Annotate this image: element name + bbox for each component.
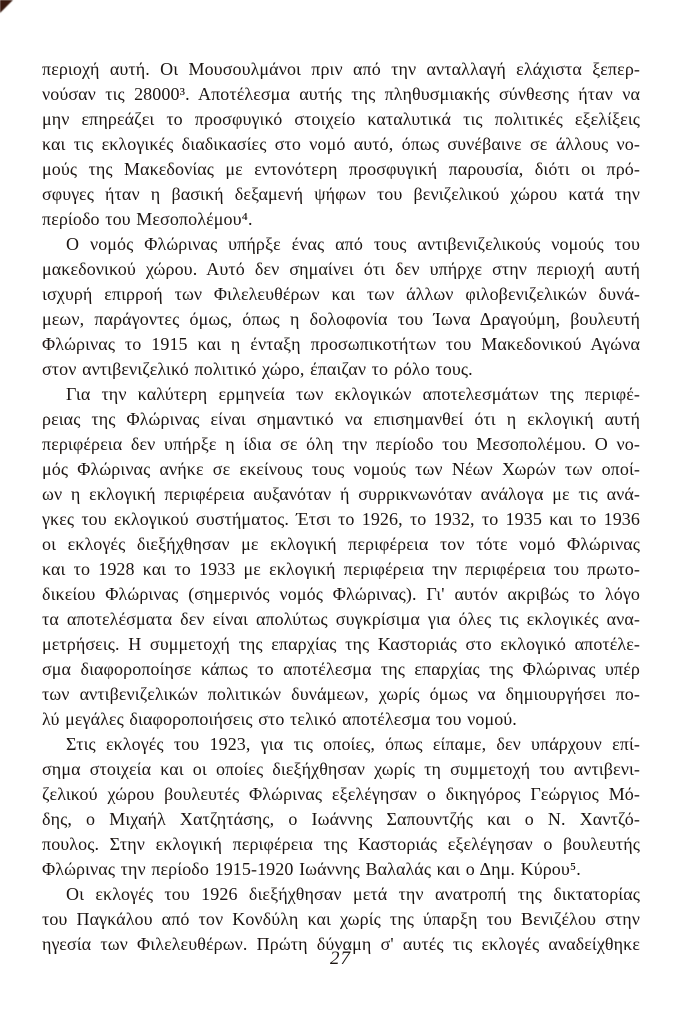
text-line: περιοχή αυτή. Οι Μουσουλμάνοι πριν από την ανταλλαγή ελάχιστα ξεπερ- [42, 59, 640, 79]
text-line: μεων, παράγοντες όμως, όπως η δολοφονία του Ίωνα Δραγούμη, βουλευτή [42, 309, 640, 329]
text-line: περιφέρεια δεν υπήρξε η ίδια σε όλη την περίοδο του Μεσοπολέμου. Ο νο- [42, 434, 640, 454]
text-line: ων η εκλογική περιφέρεια αυξανόταν ή συρρικνωνόταν ανάλογα με τις ανά- [42, 484, 640, 504]
text-line: μός Φλώρινας ανήκε σε εκείνους τους νομούς των Νέων Χωρών των οποί- [42, 459, 640, 479]
text-line: μην επηρεάζει το προσφυγικό στοιχείο καταλυτικά τις πολιτικές εξελίξεις [42, 109, 640, 129]
text-line: Φλώρινας την περίοδο 1915-1920 Ιωάννης Βαλαλάς και ο Δημ. Κύρου⁵. [42, 859, 581, 879]
text-line: ρειας της Φλώρινας είναι σημαντικό να επισημανθεί ότι η εκλογική αυτή [42, 409, 640, 429]
text-line: γκες του εκλογικού συστήματος. Έτσι το 1926, το 1932, το 1935 και το 1936 [42, 509, 640, 529]
text-line: οι εκλογές διεξήχθησαν με εκλογική περιφέρεια τον τότε νομό Φλώρινας [42, 534, 640, 554]
text-line: μούς της Μακεδονίας με εντονότερη προσφυγική παρουσία, διότι οι πρό- [42, 159, 640, 179]
paragraph [42, 882, 640, 957]
text-line: Φλώρινας το 1915 και η ένταξη προσωπικοτήτων του Μακεδονικού Αγώνα [42, 334, 640, 354]
text-line: δικείου Φλώρινας (σημερινός νομός Φλώρινας). Γι' αυτόν ακριβώς το λόγο [42, 584, 640, 604]
page-number: 27 [330, 948, 351, 969]
text-line: νούσαν τις 28000³. Αποτέλεσμα αυτής της πληθυσμιακής σύνθεσης ήταν να [42, 84, 640, 104]
text-line: Ο νομός Φλώρινας υπήρξε ένας από τους αντιβενιζελικούς νομούς του [66, 234, 640, 254]
text-line: του Παγκάλου από τον Κονδύλη και χωρίς της ύπαρξη του Βενιζέλου στην [42, 909, 640, 929]
text-line: μετρήσεις. Η συμμετοχή της επαρχίας της Καστοριάς στο εκλογικό αποτέλε- [42, 634, 640, 654]
text-line: στον αντιβενιζελικό πολιτικό χώρο, έπαιζαν το ρόλο τους. [42, 359, 473, 379]
text-line: των αντιβενιζελικών πολιτικών δυνάμεων, χωρίς όμως να δημιουργήσει πο- [42, 684, 640, 704]
text-line: σμα διαφοροποίησε κάπως το αποτέλεσμα της επαρχίας της Φλώρινας υπέρ [42, 659, 640, 679]
text-line: και τις εκλογικές διαδικασίες στο νομό αυτό, όπως συνέβαινε σε άλλους νο- [42, 134, 640, 154]
paragraph [42, 57, 640, 232]
paragraph [42, 732, 640, 882]
paragraph [42, 232, 640, 382]
text-line: περίοδο του Μεσοπολέμου⁴. [42, 209, 253, 229]
page-corner-fold-icon [0, 0, 13, 13]
text-line: μακεδονικού χώρου. Αυτό δεν σημαίνει ότι δεν υπήρχε στην περιοχή αυτή [42, 259, 640, 279]
text-line: Οι εκλογές του 1926 διεξήχθησαν μετά την ανατροπή της δικτατορίας [66, 884, 640, 904]
paragraph [42, 382, 640, 732]
text-line: σημα στοιχεία και οι οποίες διεξήχθησαν χωρίς τη συμμετοχή του αντιβενι- [42, 759, 640, 779]
text-line: ισχυρή επιρροή των Φιλελευθέρων και των άλλων φιλοβενιζελικών δυνά- [42, 284, 640, 304]
text-line: ηγεσία των Φιλελευθέρων. Πρώτη δύναμη σ' αυτές τις εκλογές αναδείχθηκε [42, 934, 640, 954]
text-line: Στις εκλογές του 1923, για τις οποίες, όπως είπαμε, δεν υπάρχουν επί- [66, 734, 640, 754]
text-line: τα αποτελέσματα δεν είναι απολύτως συγκρίσιμα για όλες τις εκλογικές ανα- [42, 609, 640, 629]
text-line: λύ μεγάλες διαφοροποιήσεις στο τελικό αποτέλεσμα του νομού. [42, 709, 517, 729]
text-line: πουλος. Στην εκλογική περιφέρεια της Καστοριάς εξελέγησαν ο βουλευτής [42, 834, 640, 854]
text-line: και το 1928 και το 1933 με εκλογική περιφέρεια την περιφέρεια του πρωτο- [42, 559, 640, 579]
text-line: σφυγες ήταν η βασική δεξαμενή ψήφων του βενιζελικού χώρου κατά την [42, 184, 640, 204]
page-text-block [42, 57, 640, 957]
text-line: Για την καλύτερη ερμηνεία των εκλογικών αποτελεσμάτων της περιφέ- [66, 384, 640, 404]
text-line: ζελικού χώρου βουλευτές Φλώρινας εξελέγησαν ο δικηγόρος Γεώργιος Μό- [42, 784, 640, 804]
text-line: δης, ο Μιχαήλ Χατζητάσης, ο Ιωάννης Σαπουντζής και ο Ν. Χαντζό- [42, 809, 640, 829]
